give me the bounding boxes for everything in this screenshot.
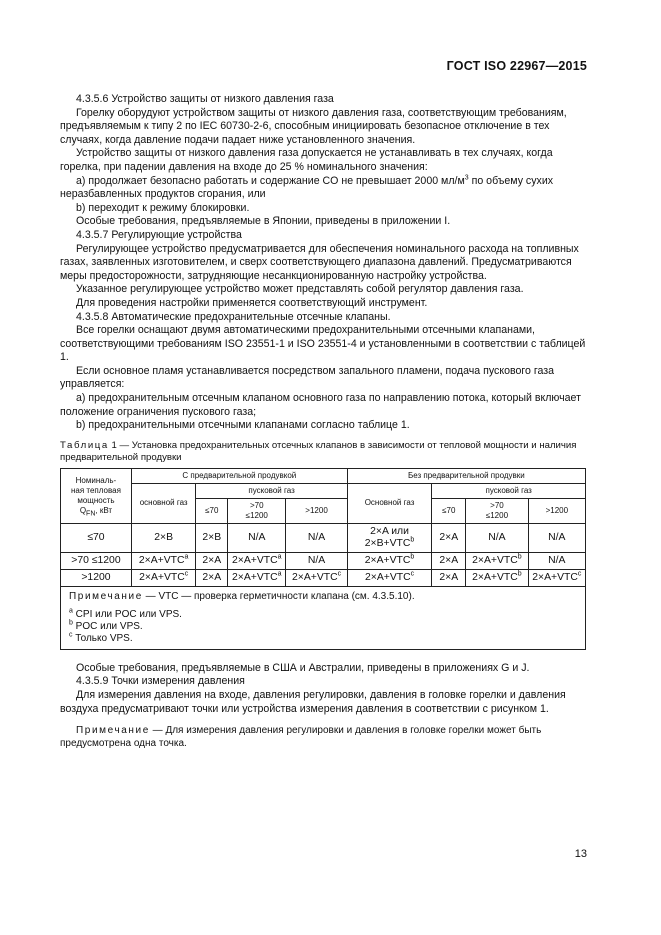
list-item-b: b) переходит к режиму блокировки. (76, 201, 250, 214)
table-row (61, 523, 586, 552)
cell-with-start-2: $2\times A+VTC^a$ (228, 569, 286, 586)
col-header-gt1200: >1200 (286, 498, 347, 523)
cell-with-start-3: N/A (286, 552, 347, 569)
standard-header: ГОСТ ISO 22967—2015 (446, 59, 587, 73)
group-header-with-purge: С предварительной продувкой (131, 468, 347, 483)
paragraph: Указанное регулирующее устройство может представлять собой регулятор давления газа. (76, 283, 524, 296)
cell-without-main: 2×A или $2\times B+VTC^b$ (347, 523, 432, 552)
cell-with-start-2: N/A (228, 523, 286, 552)
col-header-main-gas: основной газ (131, 483, 196, 523)
paragraph: Все горелки оснащают двумя автоматическими предохранительными отсечными клапанами, соответствующими требованиям ISO 23551-1 и ISO 23551-4 и установленными в соответствии с таблицей 1. (60, 324, 586, 364)
cell-with-start-3: $2\times A+VTC^c$ (286, 569, 347, 586)
cell-without-start-1: 2×A (432, 523, 466, 552)
table-note-line: Примечание — VTC — проверка герметичности клапана (см. 4.3.5.10). (69, 590, 415, 602)
section-4-3-5-6-title: 4.3.5.6 Устройство защиты от низкого давления газа (76, 93, 334, 105)
paragraph: Если основное пламя устанавливается посредством запального пламени, подача пускового газа управляется: (60, 364, 554, 391)
cell-without-start-2: $2\times A+VTC^b$ (466, 552, 528, 569)
paragraph: Для проведения настройки применяется соответствующий инструмент. (76, 296, 428, 309)
paragraph: Особые требования, предъявляемые в Японии, приведены в приложении I. (76, 215, 451, 228)
footnote: $^c$ Только VPS. (69, 631, 133, 644)
cell-with-start-1: 2×A (196, 552, 228, 569)
paragraph: Особые требования, предъявляемые в США и Австралии, приведены в приложениях G и J. (76, 661, 530, 674)
section-4-3-5-7-title: 4.3.5.7 Регулирующие устройства (76, 228, 242, 241)
cell-with-start-1: 2×B (196, 523, 228, 552)
footnote: $^b$ POC или VPS. (69, 619, 143, 632)
list-item-a: a) предохранительным отсечным клапаном основного газа по направлению потока, который включает положение ограничения пускового газа; (60, 392, 581, 418)
paragraph: Устройство защиты от низкого давления газа допускается не устанавливать в тех случаях, когда горелка, при падении давления на входе до 25 % номинального значения: (60, 147, 553, 173)
cell-with-main: 2×B (131, 523, 196, 552)
valve-table (60, 468, 586, 650)
section-4-3-5-8-title: 4.3.5.8 Автоматические предохранительные отсечные клапаны. (76, 310, 391, 323)
cell-without-start-3: N/A (528, 523, 585, 552)
cell-without-main: $2\times A+VTC^b$ (347, 552, 432, 569)
col-header-start-gas: пусковой газ (196, 483, 347, 498)
body-text (60, 93, 586, 750)
final-note: Примечание — Для измерения давления регулировки и давления в головке горелки может быть предусмотрена одна точка. (60, 725, 542, 750)
cell-power: ≤70 (61, 523, 132, 552)
col-header-le70: ≤70 (196, 498, 228, 523)
cell-with-start-1: 2×A (196, 569, 228, 586)
col-header-start-gas: пусковой газ (432, 483, 586, 498)
list-item-b: b) предохранительными отсечными клапанами согласно таблице 1. (76, 419, 410, 432)
table-row (61, 569, 586, 586)
cell-power: >70 ≤1200 (61, 552, 132, 569)
table-caption: Таблица 1 — Установка предохранительных отсечных клапанов в зависимости от тепловой мощности и наличия предварительной продувки (60, 439, 577, 463)
paragraph: Горелку оборудуют устройством защиты от низкого давления газа, соответствующим требованиям, предъявляемым к типу 2 по IEC 60730-2-6, способным инициировать безопасное отключение в тех случаях, когда давление подачи падает ниже установленного значения. (60, 106, 567, 146)
cell-with-main: $2\times A+VTC^c$ (131, 569, 196, 586)
paragraph: Регулирующее устройство предусматривается для обеспечения номинального расхода на топливных газах, заявленных изготовителем, и сверх соответствующего диапазона давлений. Предусматриваются меры предосторожности, затрудняющие несанкционированную настройку устройства. (60, 242, 579, 282)
cell-without-main: $2\times A+VTC^c$ (347, 569, 432, 586)
col-header-power: Номиналь- ная тепловая мощность $Q_{FN}$, кВт (61, 468, 132, 523)
cell-without-start-1: 2×A (432, 552, 466, 569)
table-row (61, 552, 586, 569)
col-header-70-1200: >70 ≤1200 (466, 498, 528, 523)
col-header-70-1200: >70 ≤1200 (228, 498, 286, 523)
cell-without-start-2: N/A (466, 523, 528, 552)
col-header-main-gas: Основной газ (347, 483, 432, 523)
page-number: 13 (574, 848, 587, 860)
cell-with-start-3: N/A (286, 523, 347, 552)
section-4-3-5-9-title: 4.3.5.9 Точки измерения давления (76, 675, 245, 688)
cell-without-start-2: $2\times A+VTC^b$ (466, 569, 528, 586)
col-header-gt1200: >1200 (528, 498, 585, 523)
cell-power: >1200 (61, 569, 132, 586)
cell-without-start-1: 2×A (432, 569, 466, 586)
list-item-a: a) продолжает безопасно работать и содержание CO не превышает 2000 $мл/м^3$ по объему сухих неразбавленных продуктов сгорания, или (60, 174, 554, 201)
table-note (61, 586, 586, 649)
footnote: $^a$ CPI или POC или VPS. (69, 607, 182, 620)
cell-without-start-3: $2\times A+VTC^c$ (528, 569, 585, 586)
cell-with-main: $2\times A+VTC^a$ (131, 552, 196, 569)
cell-with-start-2: $2\times A+VTC^a$ (228, 552, 286, 569)
paragraph: Для измерения давления на входе, давления регулировки, давления в головке горелки и давления воздуха предусматривают точки или устройства измерения давления в соответствии с рисунком 1. (60, 689, 566, 715)
cell-without-start-3: N/A (528, 552, 585, 569)
col-header-le70: ≤70 (432, 498, 466, 523)
group-header-without-purge: Без предварительной продувки (347, 468, 585, 483)
